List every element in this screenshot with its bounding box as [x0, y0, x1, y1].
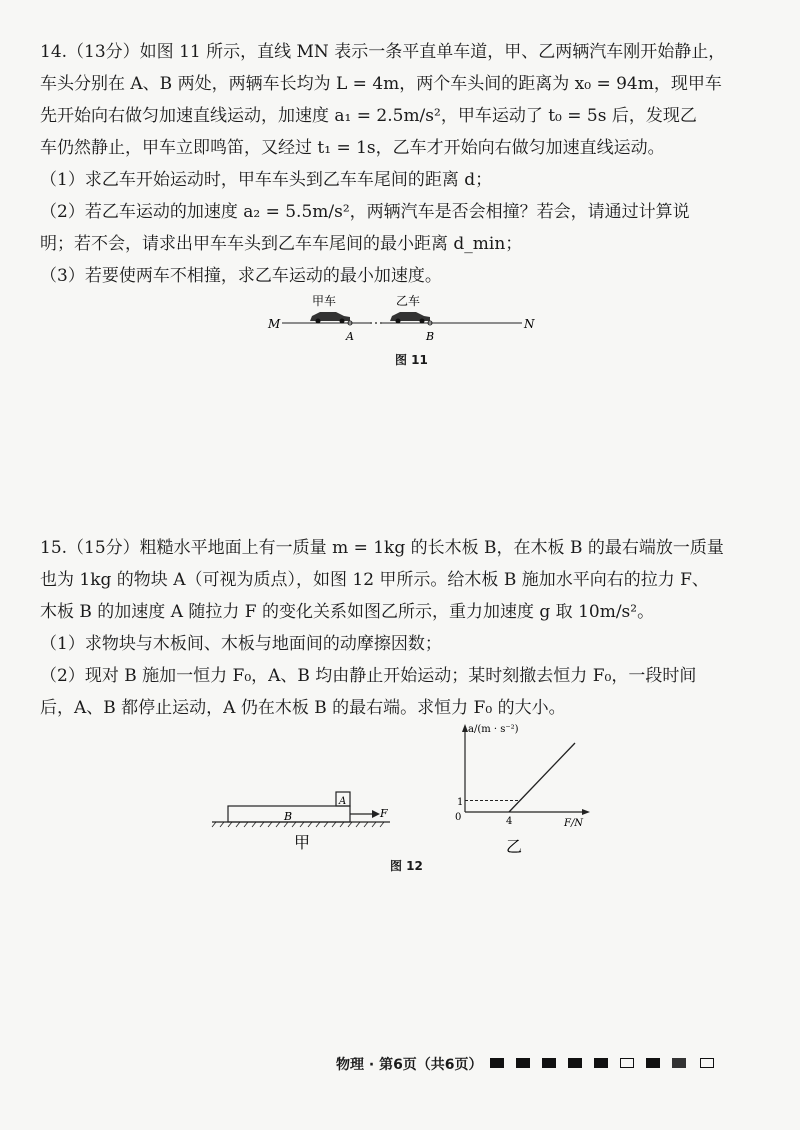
label-B: B	[426, 330, 435, 343]
marker-block	[646, 1058, 660, 1068]
q15-line-1: 15.（15分）粗糙水平地面上有一质量 m = 1kg 的长木板 B，在木板 B 的最右端放一质量	[40, 538, 724, 558]
q14-line-7: 明；若不会，请求出甲车车头到乙车车尾间的最小距离 d_min；	[40, 234, 523, 254]
marker-block	[568, 1058, 582, 1068]
figure-12-caption: 图 12	[390, 859, 423, 873]
marker-block	[516, 1058, 530, 1068]
figure-11-caption: 图 11	[395, 353, 428, 367]
marker-block	[594, 1058, 608, 1068]
figure-11	[260, 292, 550, 352]
marker-block	[490, 1058, 504, 1068]
label-force-F: F	[380, 807, 388, 820]
arrow-head-icon	[372, 810, 380, 818]
q14-line-5: （1）求乙车开始运动时，甲车车头到乙车车尾间的距离 d；	[40, 170, 493, 190]
q14-line-3: 先开始向右做匀加速直线运动，加速度 a₁ = 2.5m/s²，甲车运动了 t₀ = 5s 后，发现乙	[40, 106, 697, 126]
page-footer: 物理 · 第6页（共6页）	[336, 1057, 483, 1073]
x-tick-label: 4	[506, 816, 513, 827]
q15-line-3: 木板 B 的加速度 A 随拉力 F 的变化关系如图乙所示，重力加速度 g 取 10m/s²。	[40, 602, 655, 622]
a-F-curve	[509, 743, 575, 812]
q14-line-4: 车仍然静止，甲车立即鸣笛，又经过 t₁ = 1s，乙车才开始向右做匀加速直线运动。	[40, 138, 665, 158]
label-A: A	[346, 330, 354, 343]
marker-block	[672, 1058, 686, 1068]
label-jia-car: 甲车	[312, 294, 337, 308]
marker-block	[542, 1058, 556, 1068]
figure-12-yi-caption: 乙	[506, 837, 523, 856]
y-tick-label: 1	[457, 797, 464, 808]
q14-line-6: （2）若乙车运动的加速度 a₂ = 5.5m/s²，两辆汽车是否会相撞？若会，请通过计算说	[40, 202, 690, 222]
x-axis-arrow-icon	[582, 809, 590, 815]
origin-label: 0	[455, 812, 462, 823]
q15-line-2: 也为 1kg 的物块 A（可视为质点），如图 12 甲所示。给木板 B 施加水平向右的拉力 F、	[40, 570, 709, 590]
figure-12-jia-caption: 甲	[294, 833, 311, 852]
marker-block	[620, 1058, 634, 1068]
q14-line-2: 车头分别在 A、B 两处，两辆车长均为 L = 4m，两个车头间的距离为 x₀ = 94m，现甲车	[40, 74, 722, 94]
x-axis-label: F/N	[564, 818, 584, 829]
q15-line-5: （2）现对 B 施加一恒力 F₀，A、B 均由静止开始运动；某时刻撤去恒力 F₀，一段时间	[40, 666, 697, 686]
label-M: M	[268, 317, 281, 331]
q15-line-6: 后，A、B 都停止运动，A 仍在木板 B 的最右端。求恒力 F₀ 的大小。	[40, 698, 566, 718]
q14-line-1: 14.（13分）如图 11 所示，直线 MN 表示一条平直单车道，甲、乙两辆汽车刚开始静止，	[40, 42, 726, 62]
figure-12-yi-chart	[448, 720, 608, 860]
q14-line-8: （3）若要使两车不相撞，求乙车运动的最小加速度。	[40, 266, 442, 286]
label-board-B: B	[284, 810, 293, 823]
q15-line-4: （1）求物块与木板间、木板与地面间的动摩擦因数；	[40, 634, 442, 654]
y-axis-label: a/(m · s⁻²)	[468, 724, 519, 735]
figure-12-jia	[208, 782, 398, 857]
car-jia-icon	[310, 312, 350, 324]
ground-hatching	[212, 822, 384, 827]
car-yi-icon	[390, 312, 430, 324]
label-block-A: A	[339, 796, 347, 807]
label-N: N	[524, 317, 535, 331]
marker-block	[700, 1058, 714, 1068]
label-yi-car: 乙车	[396, 294, 421, 308]
